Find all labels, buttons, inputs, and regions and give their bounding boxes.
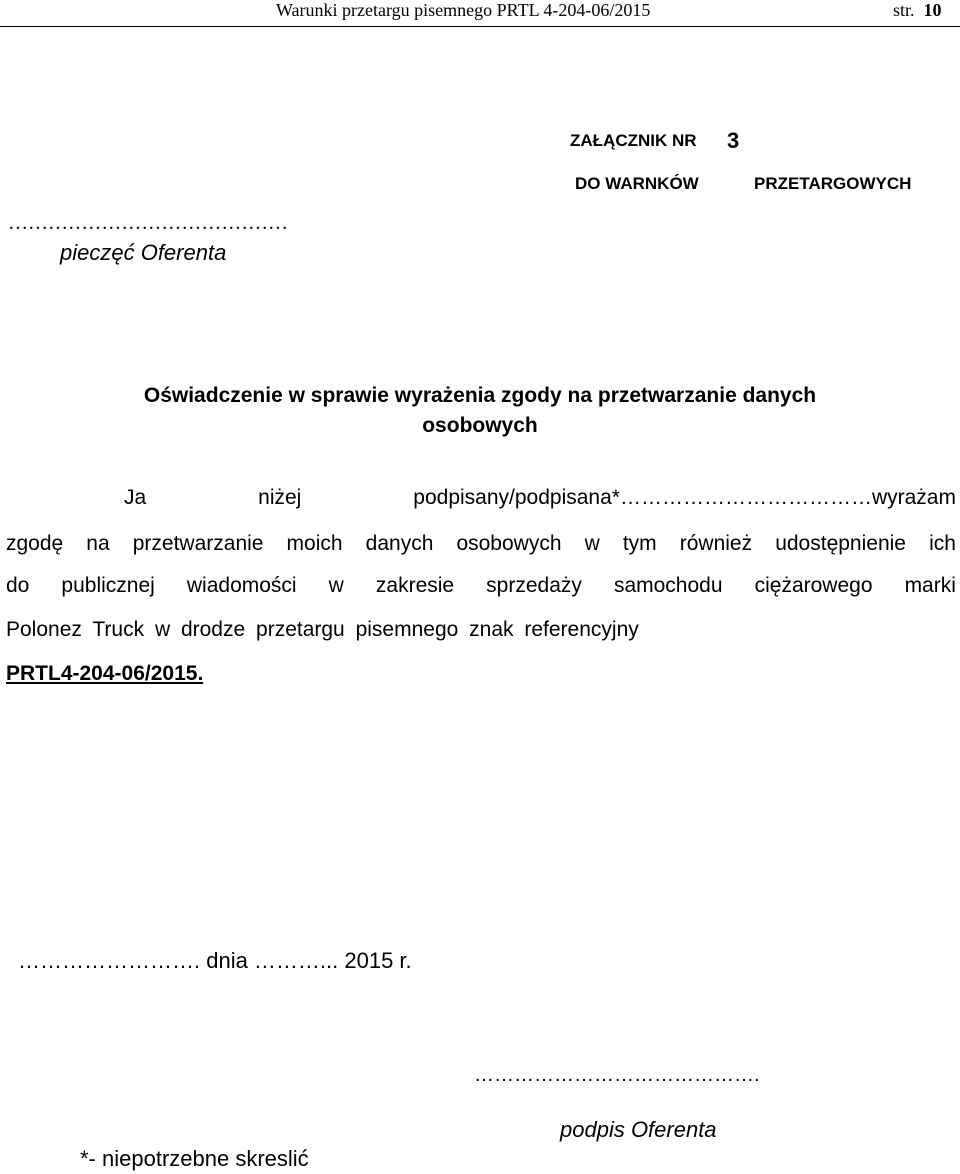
word: Ja [124, 486, 147, 509]
word: w [328, 574, 344, 597]
page-number [893, 0, 942, 21]
word: przetwarzanie [132, 532, 264, 555]
word: marki [904, 574, 956, 597]
word: do [6, 574, 30, 597]
word: znak [469, 618, 514, 641]
header-rule [0, 26, 960, 27]
page-number-value: 10 [923, 0, 942, 20]
signature-label: podpis Oferenta [560, 1117, 717, 1142]
word: drodze [180, 618, 246, 641]
word: publicznej [61, 574, 155, 597]
page-header [0, 0, 960, 24]
word: referencyjny [524, 618, 639, 641]
word: ich [929, 532, 956, 555]
attachment-sub-right: PRZETARGOWYCH [754, 174, 912, 193]
word: sprzedaży [486, 574, 582, 597]
body-line-4 [6, 618, 644, 642]
attachment-sub-left: DO WARNKÓW [575, 174, 699, 193]
attachment-number: 3 [727, 128, 740, 153]
word: Polonez [6, 618, 82, 641]
word: ciężarowego [754, 574, 873, 597]
word: pisemnego [355, 618, 459, 641]
word: również [679, 532, 753, 555]
word: przetargu [256, 618, 345, 641]
word: udostępnienie [775, 532, 906, 555]
word: danych [365, 532, 434, 555]
date-line: ……………………. dnia ………... 2015 r. [18, 948, 412, 973]
word: zakresie [375, 574, 455, 597]
word: Truck [92, 618, 145, 641]
word: zgodę [6, 532, 64, 555]
document-title-line2: osobowych [422, 414, 538, 437]
word: tym [622, 532, 657, 555]
word: moich [286, 532, 343, 555]
word: w [584, 532, 600, 555]
body-line-2 [6, 532, 956, 556]
word: osobowych [456, 532, 562, 555]
word: w [154, 618, 171, 641]
header-title: Warunki przetargu pisemnego PRTL 4-204-06/2015 [276, 0, 651, 20]
body-line-1 [124, 486, 956, 510]
stamp-label: pieczęć Oferenta [60, 240, 227, 265]
reference-number: PRTL4-204-06/2015. [6, 662, 204, 685]
word: podpisany/podpisana*………………………………wyrażam [413, 486, 956, 509]
word: na [86, 532, 110, 555]
footnote: *- niepotrzebne skreslić [80, 1146, 309, 1171]
stamp-dots: …………………………………… [8, 212, 288, 234]
word: wiadomości [186, 574, 297, 597]
word: niżej [258, 486, 302, 509]
body-line-3 [6, 574, 956, 598]
page-prefix: str. [893, 0, 915, 20]
document-title-line1: Oświadczenie w sprawie wyrażenia zgody na przetwarzanie danych [143, 384, 817, 407]
signature-dots: ……………………………………. [474, 1064, 760, 1086]
attachment-label: ZAŁĄCZNIK NR [570, 131, 697, 150]
word: samochodu [613, 574, 723, 597]
